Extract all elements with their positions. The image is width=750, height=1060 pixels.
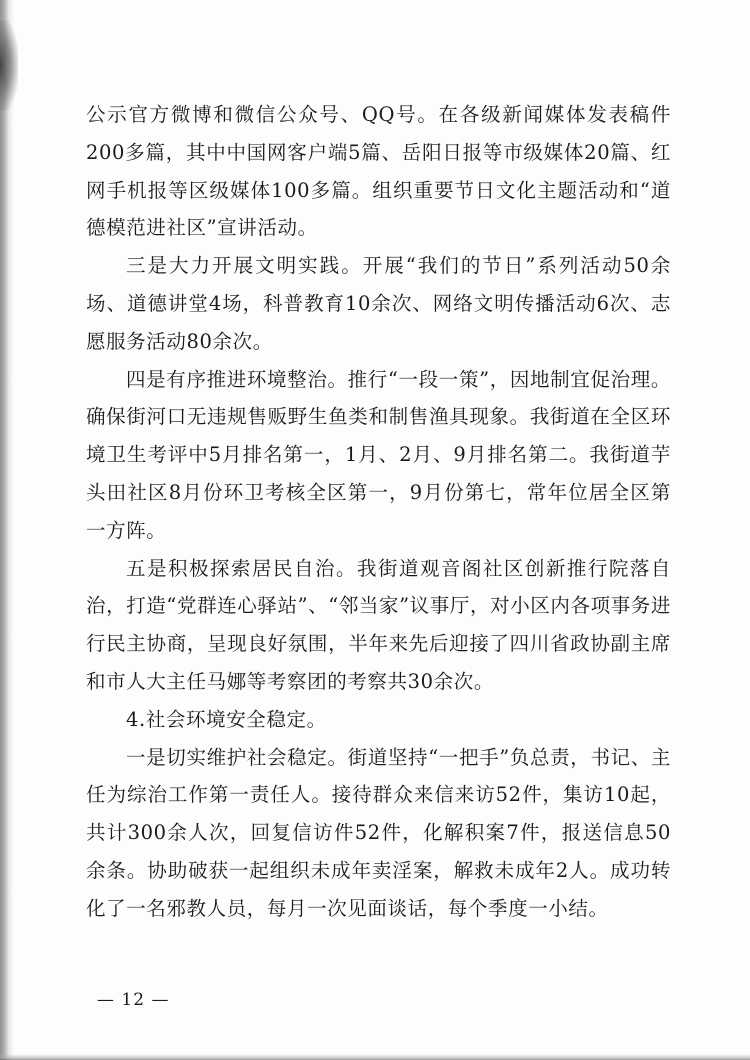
scan-edge-left [0,0,14,1060]
paragraph-environment: 四是有序推进环境整治。推行“一段一策”，因地制宜促治理。确保街河口无违规售贩野生鱼类和制售渔具现象。我街道在全区环境卫生考评中5月排名第一，1月、2月、9月排名第二。我街道芋头田社区8月份环卫考核全区第一，9月份第七，常年位居全区第一方阵。 [86,367,671,542]
paragraph-social-stability: 一是切实维护社会稳定。街道坚持“一把手”负总责，书记、主任为综治工作第一责任人。接待群众来信来访52件，集访10起，共计300余人次，回复信访件52件，化解积案7件，报送信息50余条。协助破获一起组织未成年卖淫案，解救未成年2人。成功转化了一名邪教人员，每月一次见面谈话，每个季度一小结。 [86,745,671,920]
paragraph-publicity: 公示官方微博和微信公众号、QQ号。在各级新闻媒体发表稿件200多篇，其中中国网客户端5篇、岳阳日报等市级媒体20篇、红网手机报等区级媒体100多篇。组织重要节日文化主题活动和“道德模范进社区”宣讲活动。 [86,103,671,240]
scan-edge-spot [0,20,18,110]
document-body [86,96,671,928]
paragraph-civilization-practice: 三是大力开展文明实践。开展“我们的节日”系列活动50余场、道德讲堂4场，科普教育10余次、网络文明传播活动6次、志愿服务活动80余次。 [86,254,671,353]
paragraph-resident-autonomy: 五是积极探索居民自治。我街道观音阁社区创新推行院落自治，打造“党群连心驿站”、“邻当家”议事厅，对小区内各项事务进行民主协商，呈现良好氛围，半年来先后迎接了四川省政协副主席和市人大主任马娜等考察团的考察共30余次。 [86,556,671,693]
scan-edge-bottom [0,1054,750,1060]
page-number: — 12 — [97,990,170,1010]
section-heading-social-security: 4.社会环境安全稳定。 [126,707,327,731]
